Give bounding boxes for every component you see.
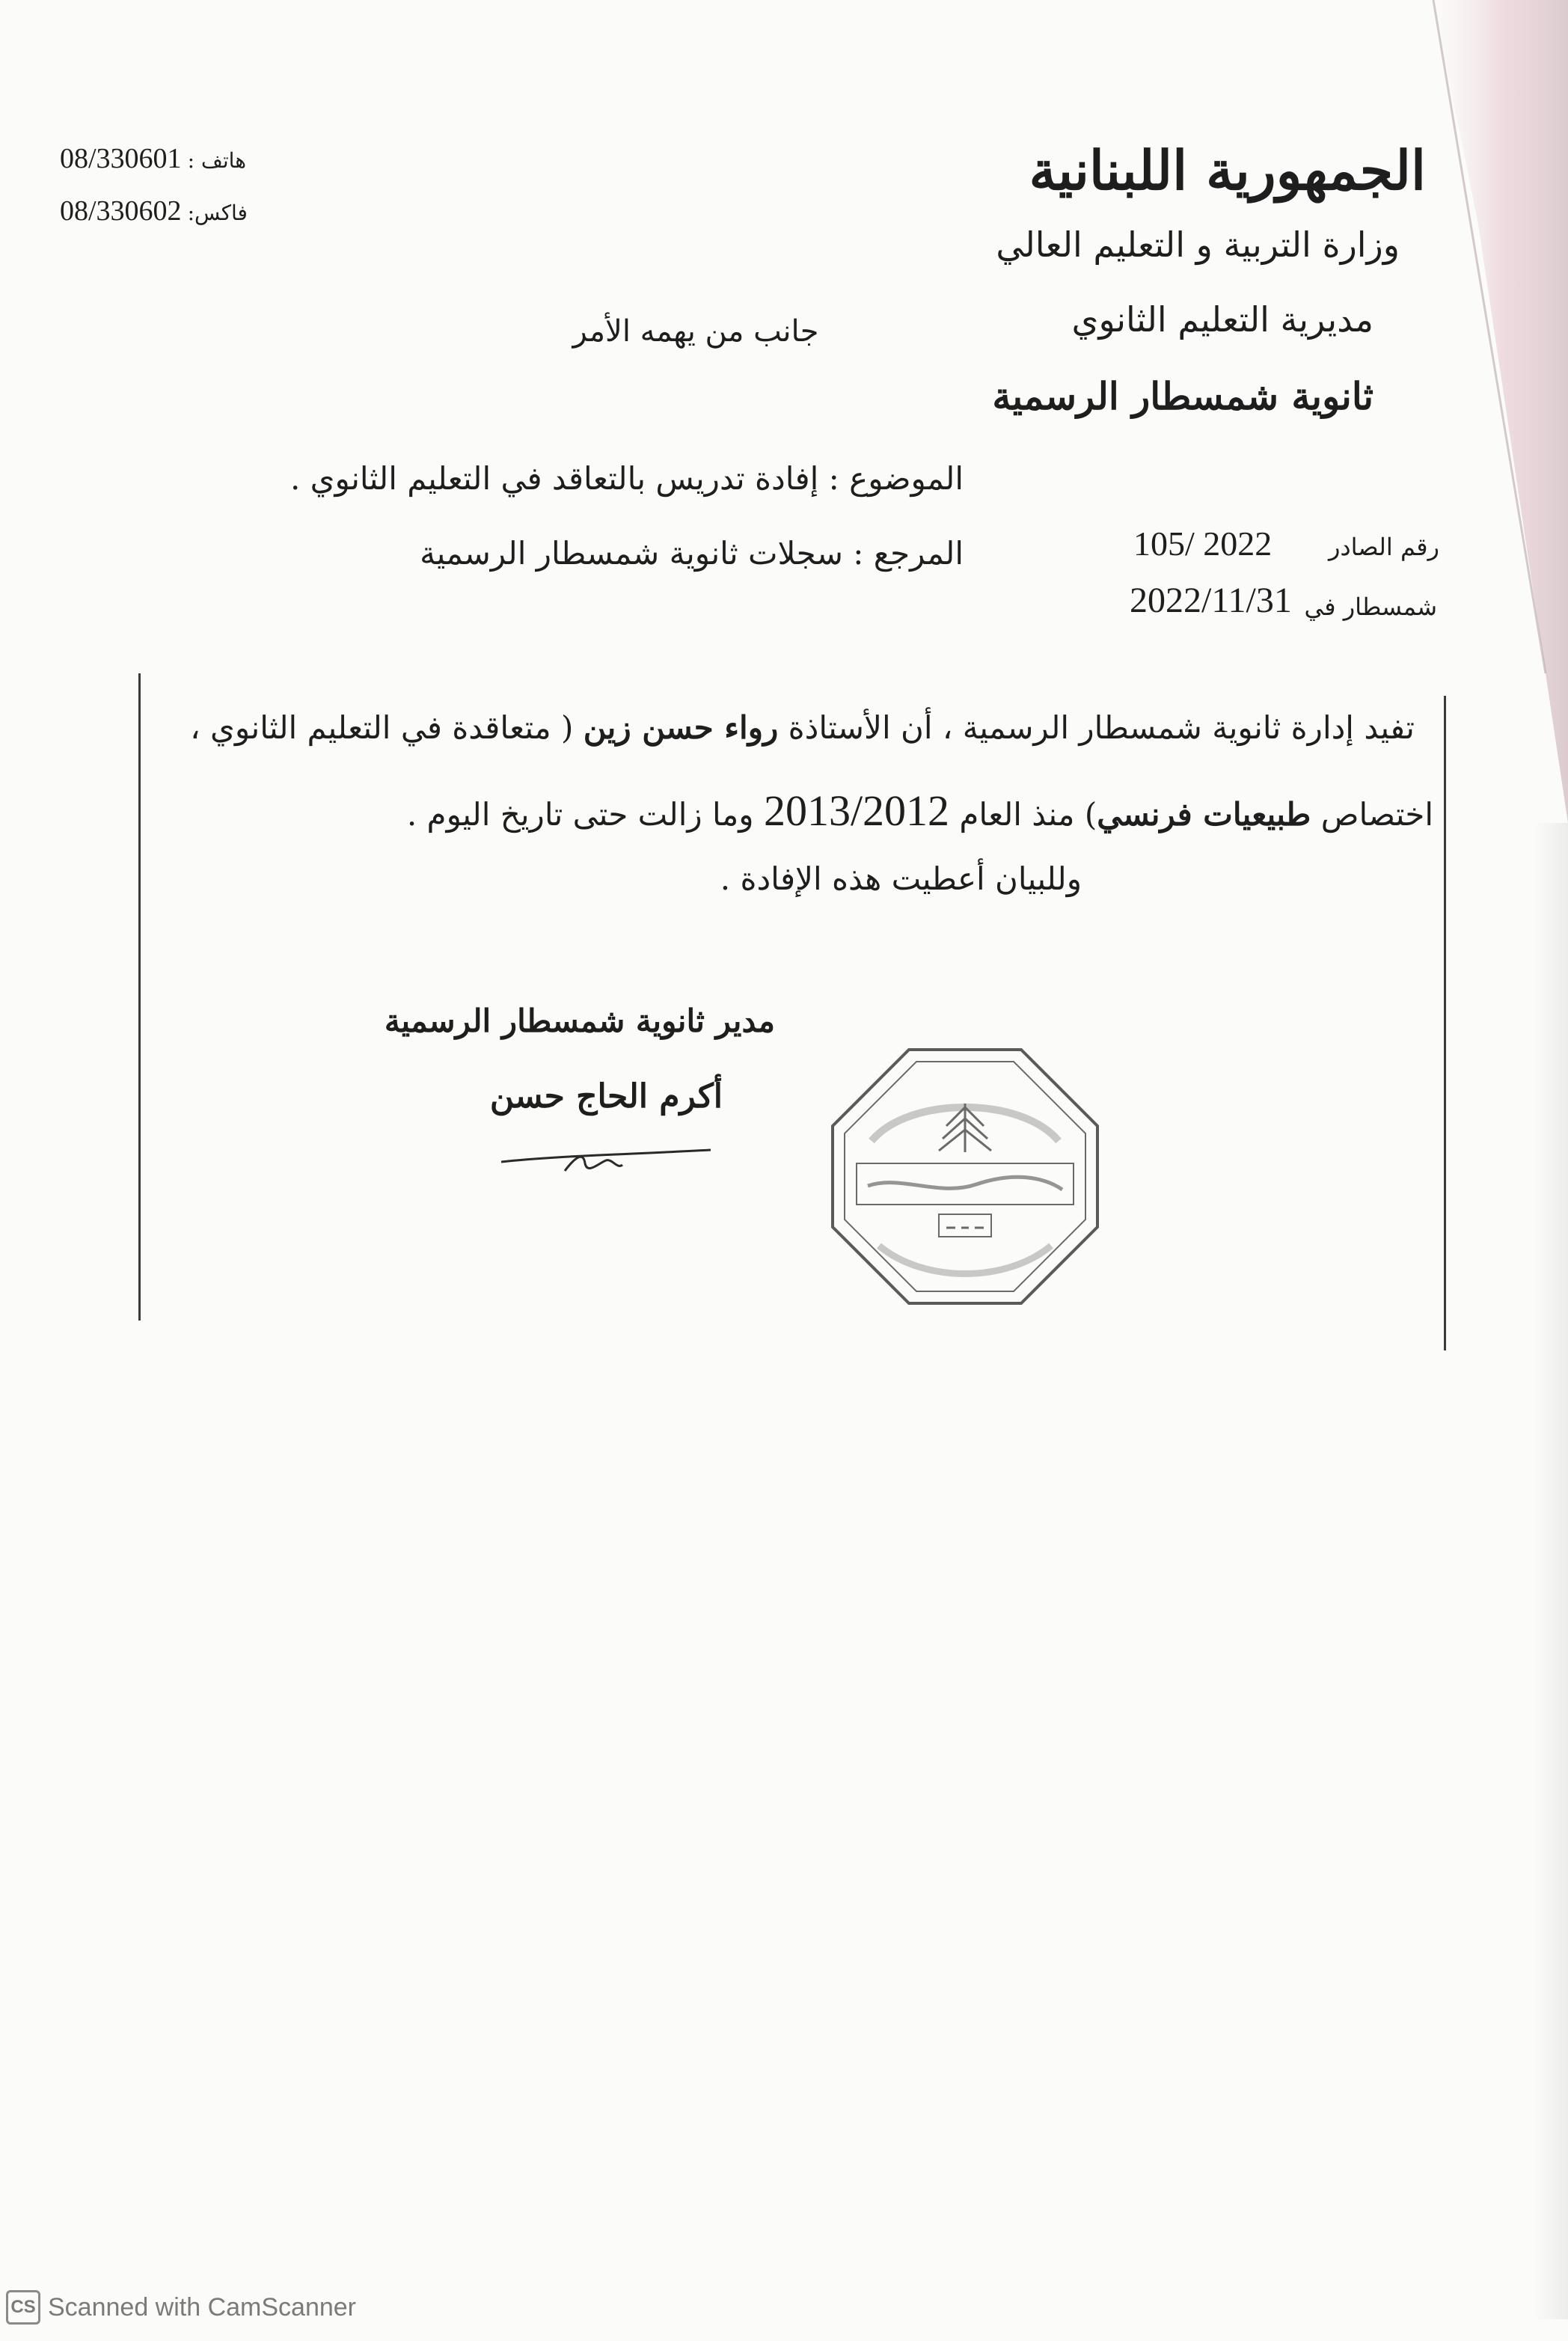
fax-row xyxy=(60,195,284,239)
ref-number-value: 105/ 2022 xyxy=(1133,524,1273,563)
addressee-line: جانب من يهمه الأمر xyxy=(572,314,819,349)
phone-label: هاتف : xyxy=(187,148,246,173)
body-text: ( متعاقدة في التعليم الثانوي ، xyxy=(190,709,584,746)
ref-number-label: رقم الصادر xyxy=(1328,533,1439,561)
scanner-text: Scanned with CamScanner xyxy=(48,2292,357,2322)
body-line-1 xyxy=(190,709,1415,746)
start-year: 2013/2012 xyxy=(763,786,950,835)
frame-right-rule xyxy=(1444,696,1446,1350)
subject-line: الموضوع : إفادة تدريس بالتعاقد في التعليم الثانوي . xyxy=(290,460,964,497)
scanner-watermark xyxy=(6,2288,356,2327)
phone-row xyxy=(60,142,284,187)
handwritten-signature xyxy=(494,1133,718,1186)
body-line-2 xyxy=(407,786,1433,836)
phone-number: 08/330601 xyxy=(60,143,182,174)
specialty: طبيعيات فرنسي xyxy=(1097,796,1311,833)
body-text: اختصاص xyxy=(1311,796,1433,833)
official-stamp xyxy=(827,1044,1103,1309)
ministry-name: وزارة التربية و التعليم العالي xyxy=(996,224,1400,265)
signatory-name: أكرم الحاج حسن xyxy=(489,1077,723,1116)
fax-number: 08/330602 xyxy=(60,195,182,227)
camscanner-logo-icon: CS xyxy=(6,2290,40,2325)
page-edge-shadow xyxy=(1534,823,1568,2319)
body-line-3: وللبيان أعطيت هذه الإفادة . xyxy=(720,860,1082,897)
signatory-title: مدير ثانوية شمسطار الرسمية xyxy=(384,1003,775,1039)
body-text: وما زالت حتى تاريخ اليوم . xyxy=(406,796,764,833)
body-text: ) منذ العام xyxy=(949,796,1097,833)
page-corner-fold xyxy=(1373,0,1568,823)
date-label: شمسطار في xyxy=(1304,593,1437,621)
directorate-name: مديرية التعليم الثانوي xyxy=(1071,299,1373,340)
reference-line: المرجع : سجلات ثانوية شمسطار الرسمية xyxy=(420,535,964,572)
fax-label: فاكس: xyxy=(187,201,248,225)
republic-title: الجمهورية اللبنانية xyxy=(1029,138,1426,202)
school-name: ثانوية شمسطار الرسمية xyxy=(992,374,1373,418)
teacher-name: رواء حسن زين xyxy=(583,709,779,746)
body-text: تفيد إدارة ثانوية شمسطار الرسمية ، أن الأستاذة xyxy=(778,709,1415,746)
frame-left-rule xyxy=(138,673,141,1321)
date-value: 2022/11/31 xyxy=(1130,581,1292,620)
